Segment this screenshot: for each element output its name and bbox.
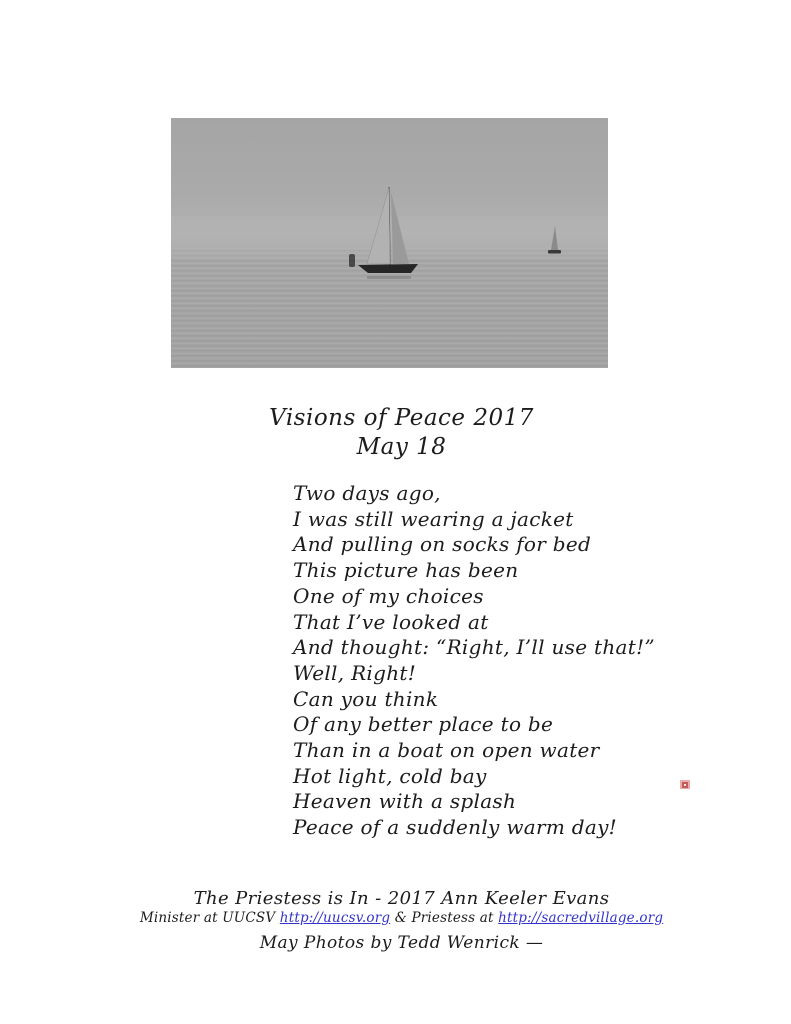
credit-middle: & Priestess at — [390, 910, 499, 926]
poem-line: One of my choices — [293, 583, 484, 608]
poem-title-line1: Visions of Peace 2017 — [269, 405, 534, 431]
poem-line: Of any better place to be — [293, 712, 554, 737]
sacredvillage-link[interactable]: http://sacredvillage.org — [498, 910, 664, 926]
photo-credit: May Photos by Tedd Wenrick — — [259, 933, 544, 953]
poem-title — [6, 404, 791, 462]
poem-title-line2: May 18 — [356, 434, 447, 460]
sailboat-graphic — [171, 118, 608, 368]
hull-reflection — [367, 276, 411, 279]
poem-line: I was still wearing a jacket — [293, 506, 574, 531]
main-hull — [358, 264, 418, 273]
poem-line: This picture has been — [293, 558, 519, 583]
poem-line: Than in a boat on open water — [293, 738, 600, 763]
credit-prefix: Minister at UUCSV — [139, 910, 280, 926]
author-byline: The Priestess is In - 2017 Ann Keeler Evans — [193, 888, 610, 909]
sailor-figure — [349, 254, 355, 267]
poem-line: Can you think — [293, 686, 439, 711]
poem-line: That I’ve looked at — [293, 609, 489, 634]
comment-anchor-inner — [682, 782, 688, 788]
comment-anchor-marker[interactable] — [680, 780, 690, 789]
uucsv-link[interactable]: http://uucsv.org — [279, 910, 391, 926]
poem-body — [293, 481, 655, 841]
poem-line: Two days ago, — [293, 481, 441, 505]
poem-line: Hot light, cold bay — [293, 763, 487, 788]
poem-line: Heaven with a splash — [293, 789, 517, 814]
poem-line: And pulling on socks for bed — [293, 532, 592, 557]
sailboat-photo — [171, 118, 608, 368]
poem-line: And thought: “Right, I’ll use that!” — [293, 635, 655, 660]
poem-line: Peace of a suddenly warm day! — [293, 815, 618, 840]
distant-hull — [548, 250, 561, 254]
poem-line: Well, Right! — [293, 660, 417, 685]
ministry-credit-line — [6, 910, 791, 926]
